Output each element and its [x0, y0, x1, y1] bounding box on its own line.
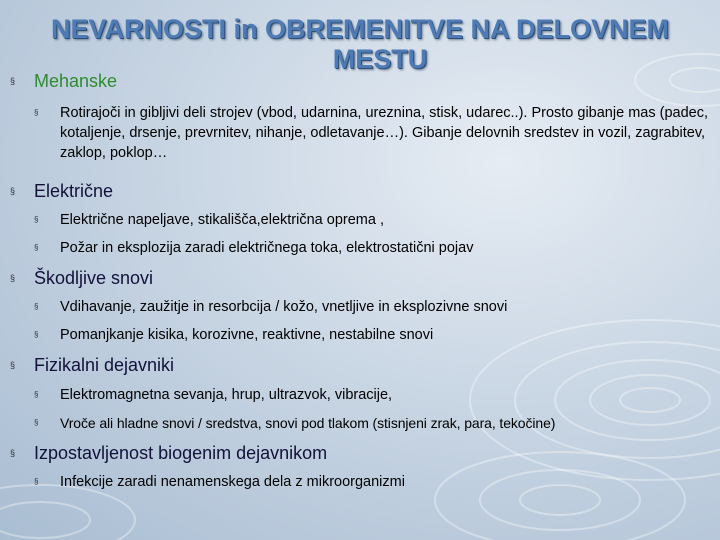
bullet-icon: § — [34, 477, 39, 486]
bullet-icon: § — [10, 76, 16, 86]
list-item-text: Požar in eksplozija zaradi električnega toka, elektrostatični pojav — [60, 240, 474, 256]
list-item — [0, 103, 720, 167]
section-heading-mehanske — [0, 70, 720, 94]
list-item — [0, 472, 720, 492]
list-item — [0, 385, 720, 405]
section-heading-label: Škodljive snovi — [34, 268, 154, 288]
list-item-text: Pomanjkanje kisika, korozivne, reaktivne, nestabilne snovi — [60, 327, 434, 343]
title-line-2: MESTU — [332, 44, 428, 74]
bullet-icon: § — [34, 215, 39, 224]
list-item-text: Električne napeljave, stikališča,električna oprema , — [60, 212, 384, 228]
list-item-text: Vdihavanje, zaužitje in resorbcija / kožo, vnetljive in eksplozivne snovi — [60, 299, 508, 315]
list-item — [0, 413, 720, 433]
section-heading-fizikalni-dejavniki — [0, 354, 720, 378]
list-item — [0, 238, 720, 258]
list-item-text: Elektromagnetna sevanja, hrup, ultrazvok, vibracije, — [60, 387, 393, 403]
bullet-icon: § — [10, 360, 16, 370]
section-heading-label: Električne — [34, 181, 114, 201]
list-item-text: Rotirajoči in gibljivi deli strojev (vbod, udarnina, ureznina, stisk, udarec..). Prosto gibanje mas (padec, kotaljenje, drsenje, prevrnitev, nihanje, odletavanje…). Gibanje delovnih sredstev in vozil, zagrabitev, zaklop, poklop… — [60, 105, 708, 161]
section-heading-skodljive-snovi — [0, 267, 720, 291]
bullet-icon: § — [34, 390, 39, 399]
bullet-icon: § — [10, 186, 16, 196]
list-item — [0, 297, 720, 317]
list-item — [0, 210, 720, 230]
list-item-text: Vroče ali hladne snovi / sredstva, snovi pod tlakom (stisnjeni zrak, para, tekočine) — [60, 415, 556, 431]
section-heading-izpostavljenost-biogenim-dejavnikom — [0, 442, 720, 466]
title-line-1: NEVARNOSTI in OBREMENITVE NA DELOVNEM — [50, 14, 670, 44]
bullet-icon: § — [34, 108, 39, 117]
list-item — [0, 325, 720, 345]
slide-title — [20, 14, 700, 74]
bullet-icon: § — [34, 418, 39, 427]
section-heading-label: Fizikalni dejavniki — [34, 355, 175, 375]
bullet-icon: § — [34, 330, 39, 339]
bullet-icon: § — [10, 273, 16, 283]
section-heading-elektricne — [0, 180, 720, 204]
section-heading-label: Mehanske — [34, 71, 118, 91]
section-heading-label: Izpostavljenost biogenim dejavnikom — [34, 443, 328, 463]
bullet-icon: § — [34, 243, 39, 252]
bullet-icon: § — [34, 302, 39, 311]
bullet-icon: § — [10, 448, 16, 458]
list-item-text: Infekcije zaradi nenamenskega dela z mikroorganizmi — [60, 474, 405, 490]
